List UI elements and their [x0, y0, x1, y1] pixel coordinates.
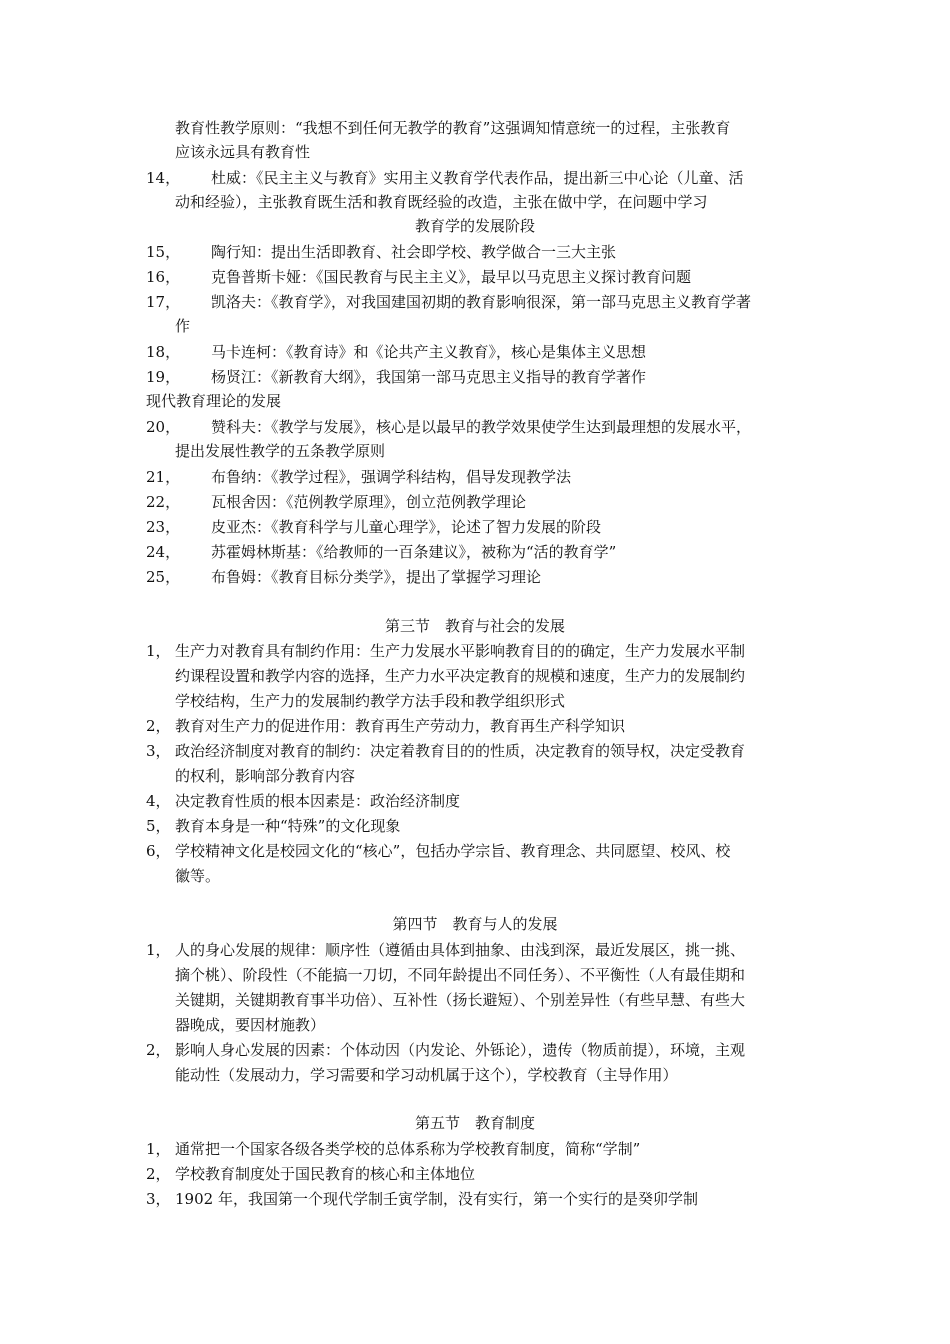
- list-item-number: 20，: [146, 418, 181, 436]
- list-item-number: 5，: [146, 817, 171, 835]
- list-item-number: 3，: [146, 742, 171, 760]
- list-item-number: 19，: [146, 368, 181, 386]
- list-item-text: 杨贤江：《新教育大纲》，我国第一部马克思主义指导的教育学著作: [211, 368, 647, 386]
- list-item-text: 教育本身是一种“特殊”的文化现象: [175, 817, 401, 835]
- paragraph-line: 应该永远具有教育性: [175, 143, 311, 161]
- list-item-text: 克鲁普斯卡娅：《国民教育与民主主义》，最早以马克思主义探讨教育问题: [211, 268, 692, 286]
- list-item-text: 影响人身心发展的因素：个体动因（内发论、外铄论），遗传（物质前提），环境，主观: [175, 1041, 746, 1059]
- list-item-text: 决定教育性质的根本因素是：政治经济制度: [175, 792, 461, 810]
- list-item-number: 1，: [146, 1140, 171, 1158]
- list-item-text: 摘个桃）、阶段性（不能搞一刀切，不同年龄提出不同任务）、不平衡性（人有最佳期和: [175, 966, 746, 984]
- list-item-text: 赞科夫：《教学与发展》，核心是以最早的教学效果使学生达到最理想的发展水平，: [211, 418, 752, 436]
- list-item-number: 16，: [146, 268, 181, 286]
- list-item-number: 18，: [146, 343, 181, 361]
- list-item-text: 教育对生产力的促进作用：教育再生产劳动力，教育再生产科学知识: [175, 717, 626, 735]
- subheading-stages: 教育学的发展阶段: [414, 217, 535, 235]
- list-item-text: 布鲁纳：《教学过程》，强调学科结构，倡导发现教学法: [211, 468, 572, 486]
- list-item-number: 24，: [146, 543, 181, 561]
- list-item-text: 器晚成，要因材施教）: [175, 1016, 326, 1034]
- list-item-text: 1902 年，我国第一个现代学制壬寅学制，没有实行，第一个实行的是癸卯学制: [175, 1190, 698, 1208]
- list-item-text: 陶行知：提出生活即教育、社会即学校、教学做合一三大主张: [211, 243, 617, 261]
- list-item-text: 生产力对教育具有制约作用：生产力发展水平影响教育目的的确定，生产力发展水平制: [175, 642, 746, 660]
- list-item-text: 马卡连柯：《教育诗》和《论共产主义教育》，核心是集体主义思想: [211, 343, 647, 361]
- list-item-number: 2，: [146, 1165, 171, 1183]
- list-item-text: 动和经验），主张教育既生活和教育既经验的改造，主张在做中学，在问题中学习: [175, 193, 708, 211]
- list-item-number: 2，: [146, 717, 171, 735]
- list-item-text: 约课程设置和教学内容的选择，生产力水平决定教育的规模和速度，生产力的发展制约: [175, 667, 746, 685]
- list-item-number: 14，: [146, 169, 181, 187]
- list-item-text: 学校精神文化是校园文化的“核心”，包括办学宗旨、教育理念、共同愿望、校风、校: [175, 842, 731, 860]
- subheading-modern: 现代教育理论的发展: [146, 392, 282, 410]
- paragraph-line: 教育性教学原则：“我想不到任何无教学的教育”这强调知情意统一的过程，主张教育: [175, 119, 731, 137]
- list-item-text: 通常把一个国家各级各类学校的总体系称为学校教育制度，简称“学制”: [175, 1140, 641, 1158]
- list-item-text: 政治经济制度对教育的制约：决定着教育目的的性质，决定教育的领导权，决定受教育: [175, 742, 746, 760]
- section-title-5: 第五节 教育制度: [414, 1114, 535, 1132]
- list-item-number: 15，: [146, 243, 181, 261]
- list-item-number: 4，: [146, 792, 171, 810]
- list-item-number: 23，: [146, 518, 181, 536]
- list-item-text: 瓦根舍因：《范例教学原理》，创立范例教学理论: [211, 493, 527, 511]
- list-item-text: 能动性（发展动力，学习需要和学习动机属于这个），学校教育（主导作用）: [175, 1066, 678, 1084]
- list-item-number: 21，: [146, 468, 181, 486]
- list-item-number: 2，: [146, 1041, 171, 1059]
- list-item-text: 人的身心发展的规律：顺序性（遵循由具体到抽象、由浅到深，最近发展区，挑一挑、: [175, 941, 746, 959]
- section-title-3: 第三节 教育与社会的发展: [384, 617, 565, 635]
- list-item-text: 凯洛夫：《教育学》，对我国建国初期的教育影响很深，第一部马克思主义教育学著: [211, 293, 752, 311]
- list-item-number: 1，: [146, 941, 171, 959]
- list-item-text: 苏霍姆林斯基：《给教师的一百条建议》，被称为“活的教育学”: [211, 543, 617, 561]
- list-item-text: 徽等。: [175, 867, 221, 885]
- list-item-number: 6，: [146, 842, 171, 860]
- list-item-number: 25，: [146, 568, 181, 586]
- section-title-4: 第四节 教育与人的发展: [392, 915, 558, 933]
- list-item-text: 学校结构，生产力的发展制约教学方法手段和教学组织形式: [175, 692, 566, 710]
- list-item-text: 的权利，影响部分教育内容: [175, 767, 356, 785]
- list-item-number: 1，: [146, 642, 171, 660]
- list-item-text: 提出发展性教学的五条教学原则: [175, 442, 386, 460]
- list-item-text: 杜威：《民主主义与教育》实用主义教育学代表作品，提出新三中心论（儿童、活: [211, 169, 744, 187]
- list-item-text: 学校教育制度处于国民教育的核心和主体地位: [175, 1165, 476, 1183]
- list-item-text: 皮亚杰：《教育科学与儿童心理学》，论述了智力发展的阶段: [211, 518, 602, 536]
- list-item-text: 关键期，关键期教育事半功倍）、互补性（扬长避短）、个别差异性（有些早慧、有些大: [175, 991, 746, 1009]
- list-item-text: 作: [175, 317, 191, 335]
- list-item-text: 布鲁姆：《教育目标分类学》，提出了掌握学习理论: [211, 568, 542, 586]
- list-item-number: 3，: [146, 1190, 171, 1208]
- list-item-number: 22，: [146, 493, 181, 511]
- list-item-number: 17，: [146, 293, 181, 311]
